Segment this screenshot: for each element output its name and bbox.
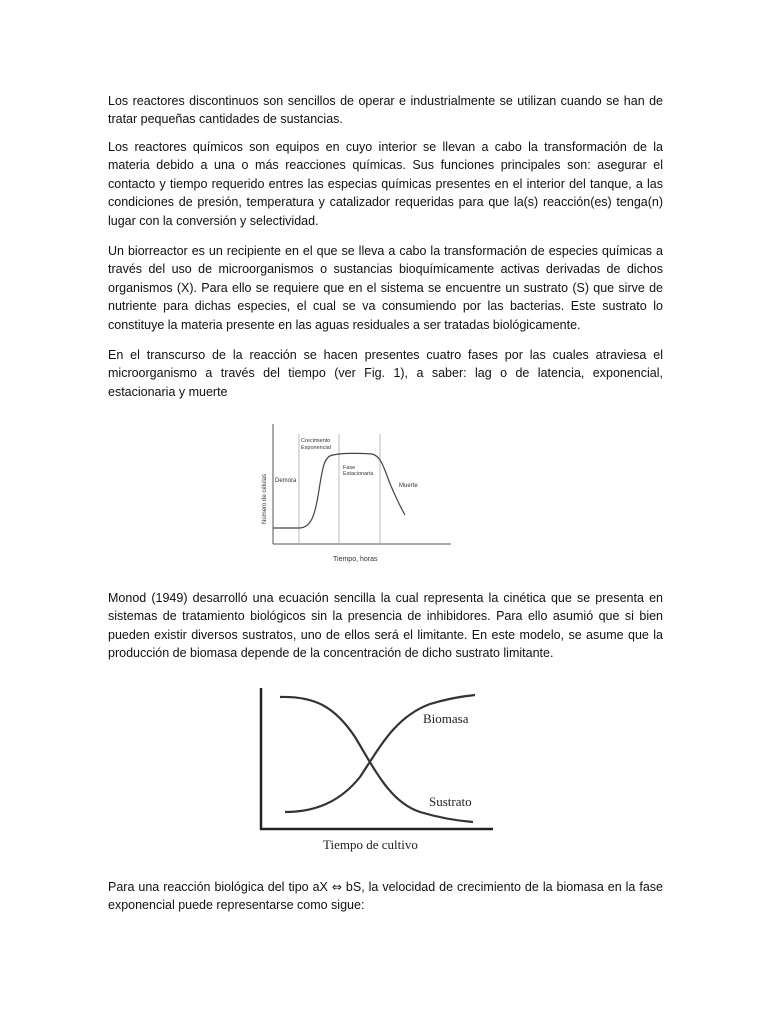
fig2-label-sustrato: Sustrato (429, 794, 472, 809)
biomass-substrate-figure (255, 682, 495, 857)
fig2-label-biomasa: Biomasa (423, 711, 469, 726)
fig1-y-label: Número de células (262, 473, 268, 524)
paragraph-bioreactor: Un biorreactor es un recipiente en el que se lleva a cabo la transformación de especies químicas a través del uso de microorganismos o sustancias bioquímicamente activas derivadas de dichos organismos (X). Para ello se requiere que en el sistema se encuentre un sustrato (S) que sirve de nutriente para dichas especies, el cual se va consumiendo por las bacterias. Este sustrato lo constituye la materia presente en las aguas residuales a ser tratadas biológicamente. (108, 244, 663, 332)
paragraph-reaction-rate (108, 878, 663, 915)
growth-curve-figure (255, 420, 455, 570)
fig1-label-crecimiento: Crecimiento (301, 438, 331, 444)
fig1-label-exponencial: Exponencial (301, 445, 331, 451)
paragraph-chemical-reactors: Los reactores químicos son equipos en cuyo interior se llevan a cabo la transformación de la materia debido a una o más reacciones químicas. Sus funciones principales son: asegurar el contacto y tiempo requerido entres las especias químicas presentes en el interior del tanque, a las condiciones de presión, temperatura y catalizador requeridas para que la(s) reacción(es) tenga(n) lugar con la conversión y selectividad. (108, 140, 663, 228)
paragraph-reaction-rate-end: bS, la velocidad de crecimiento de la biomasa en la fase exponencial puede representarse como sigue: (108, 880, 663, 913)
fig1-label-demora: Demora (275, 478, 297, 484)
paragraph-batch-reactors: Los reactores discontinuos son sencillos de operar e industrialmente se utilizan cuando se han de tratar pequeñas cantidades de sustancias. (108, 94, 663, 127)
paragraph-reaction-rate-start: Para una reacción biológica del tipo aX (108, 880, 332, 894)
fig1-x-label: Tiempo, horas (333, 556, 378, 563)
fig2-x-label: Tiempo de cultivo (323, 837, 418, 852)
paragraph-monod: Monod (1949) desarrolló una ecuación sencilla la cual representa la cinética que se presenta en sistemas de tratamiento biológicos sin la presencia de inhibidores. Para ello asumió que si bien pueden existir diversos sustratos, uno de ellos será el limitante. En este modelo, se asume que la producción de biomasa depende de la concentración de dicho sustrato limitante. (108, 591, 663, 661)
double-arrow-icon: ⇔ (331, 880, 342, 894)
fig1-label-estacionaria: Estacionaria (343, 471, 374, 477)
paragraph-growth-phases: En el transcurso de la reacción se hacen presentes cuatro fases por las cuales atraviesa el microorganismo a través del tiempo (ver Fig. 1), a saber: lag o de latencia, exponencial, estacionaria y muerte (108, 348, 663, 399)
fig1-label-muerte: Muerte (399, 483, 418, 489)
fig1-label-fase: Fase (343, 465, 356, 471)
